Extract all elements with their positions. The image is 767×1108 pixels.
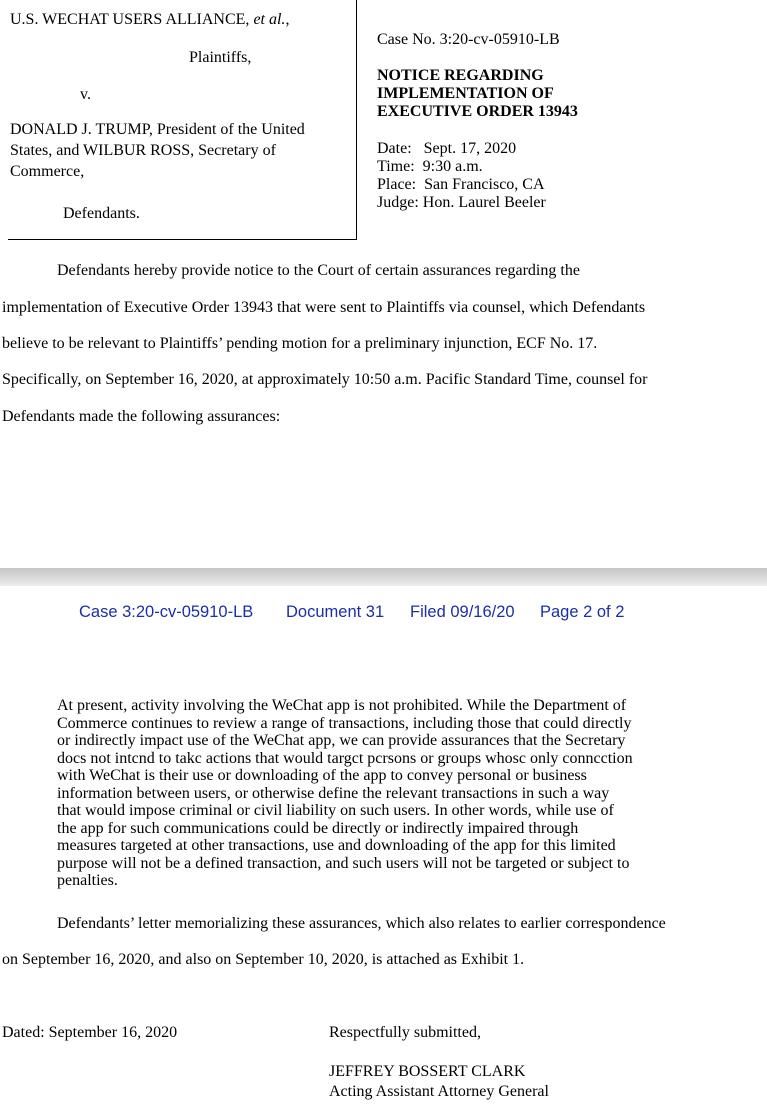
hearing-time-value: 9:30 a.m.	[422, 158, 483, 175]
body-line-5: Defendants made the following assurances:	[2, 408, 281, 425]
plaintiffs-label: Plaintiffs,	[189, 49, 252, 66]
signer-title: Acting Assistant Attorney General	[329, 1083, 549, 1100]
quote-line-4: docs not intcnd to takc actions that would targct pcrsons or groups whosc only conncction	[57, 749, 633, 767]
case-caption-box	[8, 0, 357, 240]
plaintiff-etal: et al.	[253, 11, 286, 28]
body-line-1: Defendants hereby provide notice to the Court of certain assurances regarding the	[57, 262, 580, 279]
quote-line-3: or indirectly impact use of the WeChat app, we can provide assurances that the Secretary	[57, 732, 626, 749]
hearing-date-value: Sept. 17, 2020	[423, 140, 517, 157]
letter-line-1: Defendants’ letter memorializing these assurances, which also relates to earlier correspondence	[57, 915, 666, 932]
quote-line-8: the app for such communications could be directly or indirectly impaired through	[57, 819, 579, 837]
quote-line-7: that would impose criminal or civil liability on such users. In other words, while use of	[57, 802, 614, 819]
plaintiff-name-text: U.S. WECHAT USERS ALLIANCE,	[10, 11, 254, 28]
header-filed: Filed 09/16/20	[410, 603, 515, 621]
page-break-divider	[0, 568, 767, 586]
quote-line-10: purpose will not be a defined transaction, and such users will not be targeted or subject to	[57, 854, 630, 872]
defendant-line-3: Commerce,	[10, 163, 85, 180]
hearing-place-value: San Francisco, CA	[424, 176, 545, 193]
hearing-judge-label: Judge:	[377, 194, 419, 211]
hearing-time-label: Time:	[377, 158, 415, 175]
quote-line-2: Commerce continues to review a range of transactions, including those that could directly	[57, 714, 632, 732]
plaintiff-comma: ,	[285, 11, 290, 28]
body-line-4: Specifically, on September 16, 2020, at approximately 10:50 a.m. Pacific Standard Time, counsel for	[2, 371, 648, 388]
header-document: Document 31	[286, 603, 385, 621]
notice-title-line-3: EXECUTIVE ORDER 13943	[377, 103, 578, 120]
defendant-line-2: States, and WILBUR ROSS, Secretary of	[10, 142, 276, 159]
letter-line-2: on September 16, 2020, and also on September 10, 2020, is attached as Exhibit 1.	[2, 951, 525, 968]
closing-line: Respectfully submitted,	[329, 1024, 481, 1041]
dated-line: Dated: September 16, 2020	[2, 1024, 178, 1041]
defendants-label: Defendants.	[63, 205, 140, 222]
signer-name: JEFFREY BOSSERT CLARK	[329, 1063, 526, 1080]
versus-label: v.	[80, 86, 91, 103]
hearing-judge-value: Hon. Laurel Beeler	[422, 194, 546, 211]
quote-line-6: information between users, or otherwise define the relevant transactions in such a way	[57, 784, 610, 802]
ecf-page-header	[0, 603, 767, 625]
quote-line-9: measures targeted at other transactions, use and downloading of the app for this limited	[57, 837, 616, 854]
plaintiff-name	[10, 11, 289, 29]
quote-line-5: with WeChat is their use or downloading of the app to convey personal or business	[57, 767, 587, 784]
body-line-2: implementation of Executive Order 13943 that were sent to Plaintiffs via counsel, which Defendants	[2, 299, 646, 316]
notice-title-line-2: IMPLEMENTATION OF	[377, 85, 554, 102]
body-line-3: believe to be relevant to Plaintiffs’ pending motion for a preliminary injunction, ECF No. 17.	[2, 335, 598, 352]
hearing-date-label: Date:	[377, 140, 412, 157]
defendant-line-1: DONALD J. TRUMP, President of the United	[10, 121, 305, 138]
hearing-judge	[377, 194, 546, 212]
hearing-place	[377, 176, 545, 194]
header-case: Case 3:20-cv-05910-LB	[79, 603, 254, 621]
hearing-place-label: Place:	[377, 176, 417, 193]
quote-line-11: penalties.	[57, 872, 118, 889]
hearing-date	[377, 140, 516, 158]
header-page: Page 2 of 2	[540, 603, 625, 621]
notice-title-line-1: NOTICE REGARDING	[377, 67, 544, 84]
assurance-quote	[57, 697, 757, 890]
hearing-time	[377, 158, 483, 176]
quote-line-1: At present, activity involving the WeChat app is not prohibited. While the Department of	[57, 697, 627, 714]
case-number: Case No. 3:20-cv-05910-LB	[377, 31, 560, 48]
